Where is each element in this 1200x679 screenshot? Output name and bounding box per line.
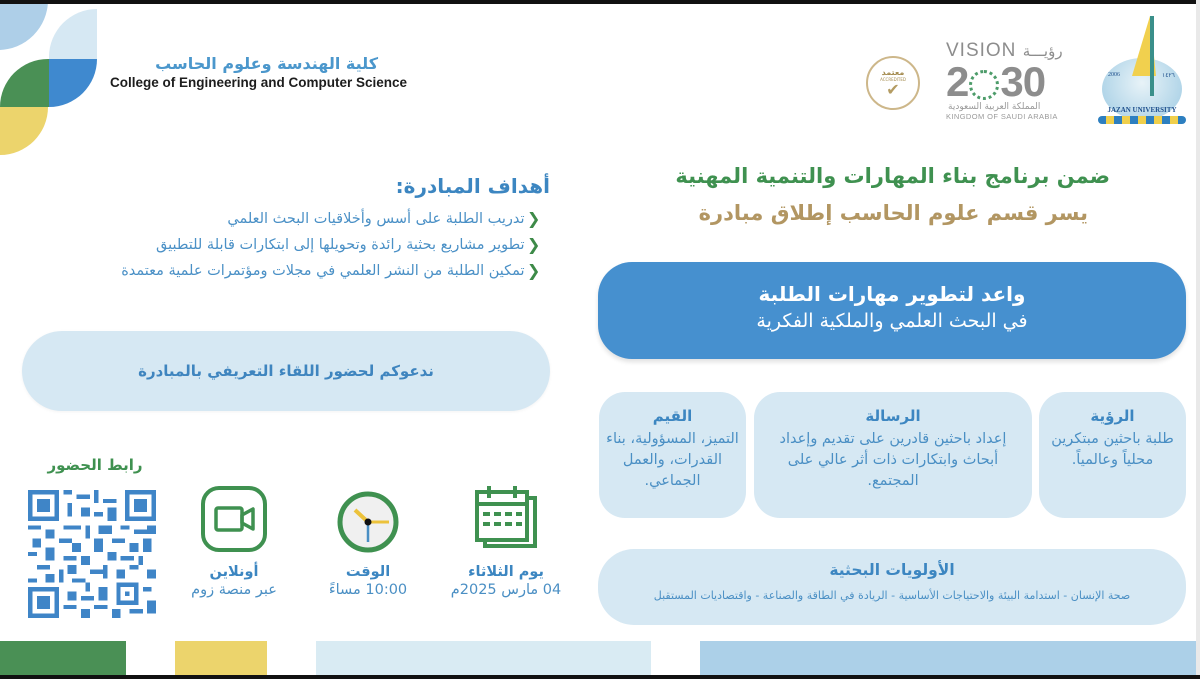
calendar-icon [471,484,541,554]
college-name [110,54,420,90]
objectives-list [20,206,540,284]
vision-2030-logo [946,40,1076,130]
time-value: 10:00 مساءً [328,582,408,598]
mode-value: عبر منصة زوم [191,582,277,598]
founding-year-hijri: ١٤٢٦ [1162,72,1175,79]
decor-petal-light-blue [0,4,48,50]
qr-code[interactable] [28,490,156,618]
jazan-name: JAZAN UNIVERSITY [1107,106,1177,114]
decor-petal-yellow [0,107,48,155]
list-item [20,232,540,258]
college-name-en: College of Engineering and Computer Science [110,75,408,90]
bottom-edge [0,675,1200,679]
jazan-university-logo [1098,16,1186,126]
mission-title: الرسالة [865,407,921,425]
kingdom-en: KINGDOM OF SAUDI ARABIA [946,112,1058,121]
objective-text: تطوير مشاريع بحثية رائدة وتحويلها إلى ابتكارات قابلة للتطبيق [155,237,525,253]
event-mode [174,484,294,598]
mast-icon [1150,16,1154,96]
founding-year: 2006 [1108,72,1120,78]
time-label: الوقت [345,564,391,580]
decor-bar-green [0,641,126,675]
objectives-title: أهداف المبادرة: [395,174,550,198]
kingdom-ar: المملكة العربية السعودية [948,102,1041,112]
vision-year-2: 2 [946,58,969,105]
event-date [446,484,566,598]
vision-title: الرؤية [1090,407,1135,425]
decor-bar-pale-blue [316,641,651,675]
values-title: القيم [652,407,693,425]
decor-petal-pale-blue [49,9,97,59]
chevron-icon: ❯ [526,209,540,228]
research-priorities [598,549,1186,625]
waves-icon [1098,116,1186,124]
objective-text: تمكين الطلبة من النشر العلمي في مجلات ومؤتمرات علمية معتمدة [121,263,525,279]
values-text: التميز، المسؤولية، بناء القدرات، والعمل الجماعي. [606,431,739,489]
vision-text: طلبة باحثين مبتكرين محلياً وعالمياً. [1051,431,1174,468]
decor-bar-yellow [175,641,267,675]
vision-year-30: 30 [1000,58,1046,105]
vision-emblem-icon [969,70,999,100]
date-label: يوم الثلاثاء [468,564,544,580]
flyer [0,4,1196,675]
checkmark-icon: ✔ [886,80,900,99]
qr-title: رابط الحضور [47,456,143,474]
invite-pill [22,331,550,411]
decor-petal-green [0,59,49,107]
objective-text: تدريب الطلبة على أسس وأخلاقيات البحث العلمي [227,211,525,227]
priorities-title: الأولويات البحثية [829,561,955,579]
chevron-icon: ❯ [526,235,540,254]
right-edge [1196,0,1200,679]
video-camera-icon [199,484,269,554]
accredited-label-ar: معتمد [881,68,905,77]
list-item [20,206,540,232]
decor-bar-light-blue [700,641,1196,675]
banner-subtitle: في البحث العلمي والملكية الفكرية [756,310,1028,332]
priorities-text: صحة الإنسان - استدامة البيئة والاحتياجات الأساسية - الريادة في الطاقة والصناعة - واقتصاديات المستقبل [653,589,1131,602]
mode-label: أونلاين [209,564,259,580]
date-value: 04 مارس 2025م [450,582,562,598]
vision-card [1039,392,1186,518]
headline-program: ضمن برنامج بناء المهارات والتنمية المهنية [675,164,1110,188]
college-name-ar: كلية الهندسة وعلوم الحاسب [155,54,378,73]
invite-text: ندعوكم لحضور اللقاء التعريفي بالمبادرة [138,362,434,380]
vision-word-ar: رؤيـــة [1022,42,1063,60]
event-time [308,484,428,598]
accredited-logo [866,56,920,110]
values-card [599,392,746,518]
vision-word: VISION [946,40,1017,61]
banner-title: واعد لتطوير مهارات الطلبة [758,282,1026,306]
mission-text: إعداد باحثين قادرين على تقديم وإعداد أبحاث وابتكارات ذات أثر عالي على المجتمع. [779,431,1007,489]
clock-icon [333,484,403,554]
headline-initiative: يسر قسم علوم الحاسب إطلاق مبادرة [698,201,1088,225]
decor-petal-blue [49,59,97,107]
initiative-banner [598,262,1186,359]
mission-card [754,392,1032,518]
accredited-label-en: ACCREDITED [880,77,906,82]
chevron-icon: ❯ [526,261,540,280]
list-item [20,258,540,284]
